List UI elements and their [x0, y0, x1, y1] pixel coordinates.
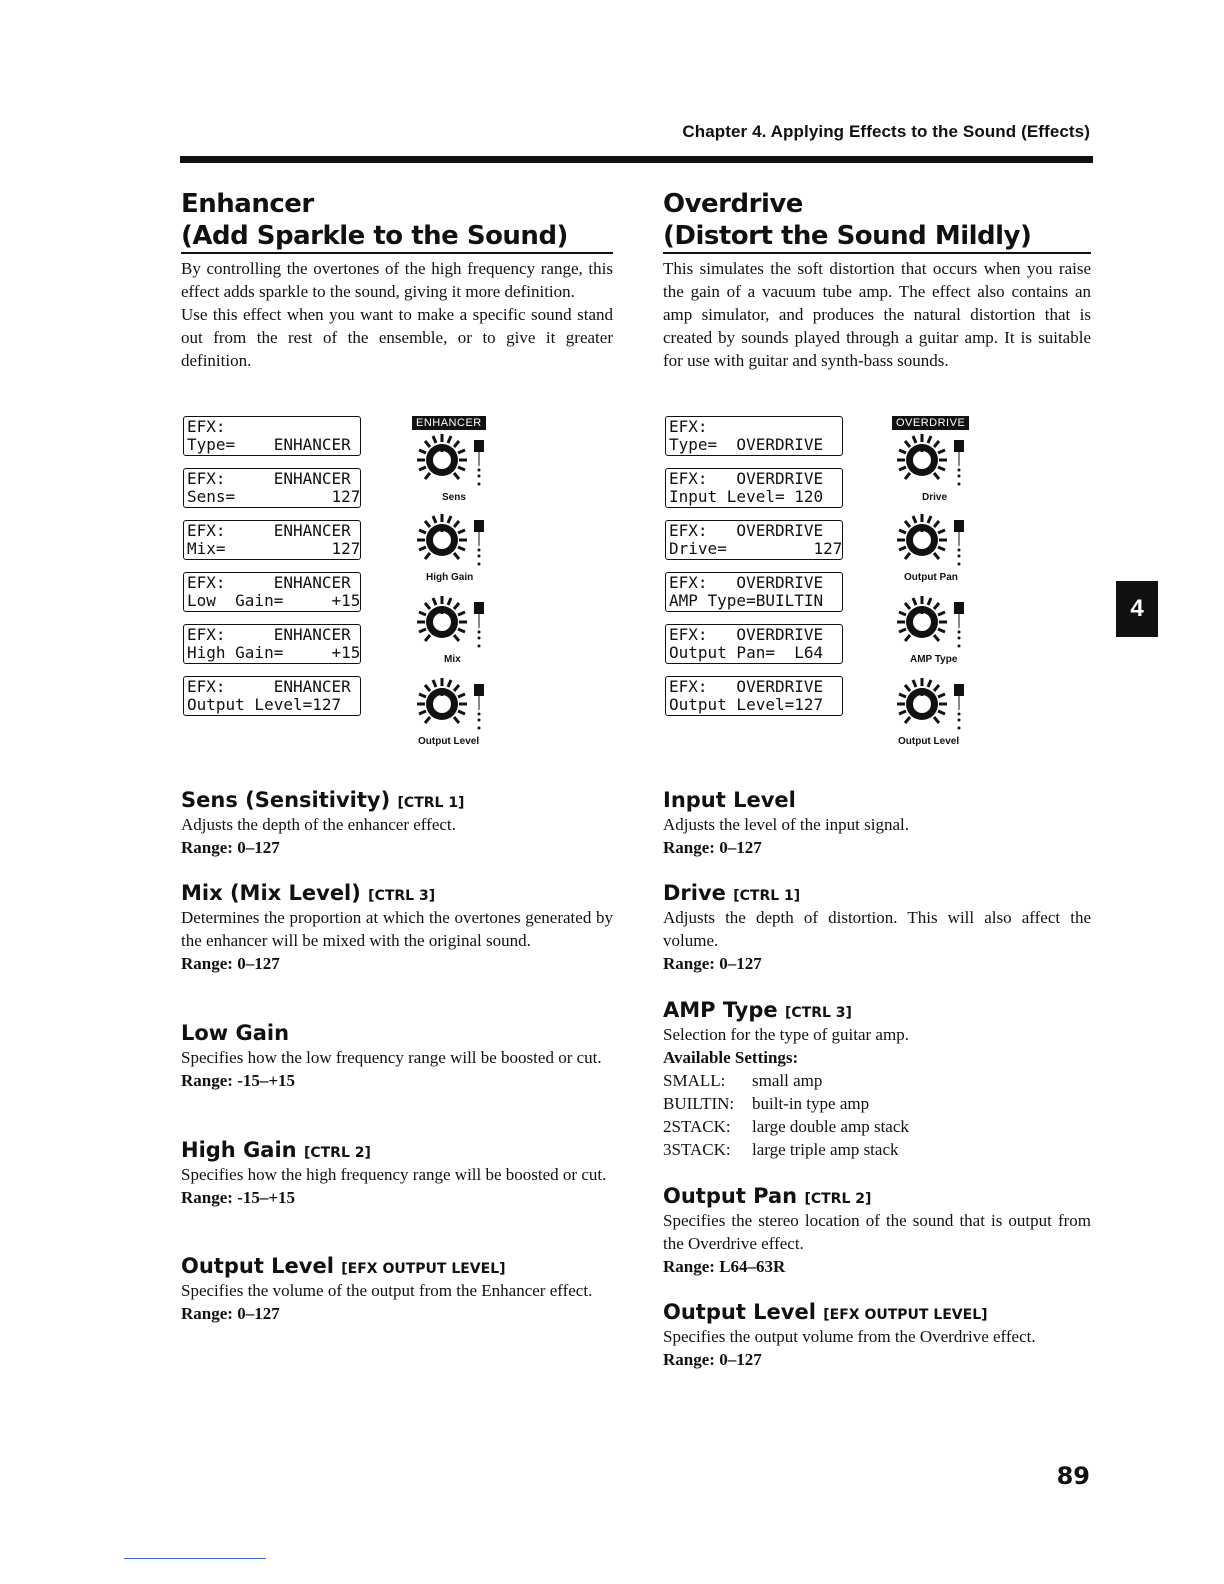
overdrive-panel-tag: OVERDRIVE — [892, 416, 969, 430]
knob-label: AMP Type — [910, 654, 958, 665]
param-range: Range: L64–63R — [663, 1257, 786, 1276]
knob-mix — [412, 594, 512, 664]
lcd-overdrive-type — [665, 416, 843, 456]
param-desc: Selection for the type of guitar amp. — [663, 1025, 909, 1044]
param-desc: Adjusts the depth of distortion. This will also affect the volume. — [663, 908, 1091, 950]
param-ctrl: [EFX OUTPUT LEVEL] — [341, 1261, 506, 1277]
overdrive-title: Overdrive — [663, 189, 803, 219]
setting-value: large triple amp stack — [752, 1140, 899, 1159]
enhancer-subtitle: (Add Sparkle to the Sound) — [181, 220, 613, 254]
knob-label: Output Level — [898, 736, 960, 747]
param-desc: Specifies how the low frequency range will be boosted or cut. — [181, 1048, 602, 1067]
param-ctrl: [EFX OUTPUT LEVEL] — [823, 1307, 988, 1323]
lcd-line-2: Type= OVERDRIVE — [669, 435, 824, 454]
knob-label: Drive — [922, 492, 948, 503]
lcd-line-2: Sens= 127 — [187, 487, 361, 506]
amp-settings-list — [663, 1069, 1091, 1161]
setting-key: 2STACK: — [663, 1117, 731, 1136]
knob-output-level — [892, 676, 992, 746]
param-low-gain — [181, 1020, 613, 1092]
param-ctrl: [CTRL 2] — [804, 1191, 872, 1207]
knob-label: Output Pan — [904, 572, 958, 583]
param-name: Input Level — [663, 788, 796, 812]
param-desc: Adjusts the depth of the enhancer effect. — [181, 815, 456, 834]
param-range: Range: 0–127 — [181, 954, 280, 973]
param-desc: Specifies the output volume from the Overdrive effect. — [663, 1327, 1036, 1346]
knob-sens — [412, 432, 512, 502]
overdrive-subtitle: (Distort the Sound Mildly) — [663, 220, 1091, 254]
lcd-line-1: EFX: ENHANCER — [187, 469, 351, 488]
param-range: Range: 0–127 — [181, 838, 280, 857]
knob-output-level — [412, 676, 512, 746]
knob-drive — [892, 432, 992, 502]
lcd-line-1: EFX: ENHANCER — [187, 677, 351, 696]
setting-key: SMALL: — [663, 1071, 726, 1090]
lcd-enhancer-output-level — [183, 676, 361, 716]
param-name: Low Gain — [181, 1021, 290, 1045]
param-amp-type — [663, 997, 1091, 1161]
knob-label: Output Level — [418, 736, 480, 747]
param-ctrl: [CTRL 1] — [397, 795, 465, 811]
param-name: Drive — [663, 881, 726, 905]
lcd-enhancer-mix — [183, 520, 361, 560]
setting-value: built-in type amp — [752, 1094, 870, 1113]
chapter-tab: 4 — [1116, 581, 1158, 637]
param-desc: Specifies the stereo location of the sound that is output from the Overdrive effect. — [663, 1211, 1091, 1253]
param-output-level-od — [663, 1299, 1091, 1371]
lcd-line-2: Output Level=127 — [187, 695, 342, 714]
lcd-line-1: EFX: OVERDRIVE — [669, 677, 824, 696]
knob-label: High Gain — [426, 572, 474, 583]
lcd-line-1: EFX: OVERDRIVE — [669, 573, 824, 592]
lcd-line-2: Drive= 127 — [669, 539, 843, 558]
lcd-overdrive-input-level — [665, 468, 843, 508]
lcd-enhancer-high-gain — [183, 624, 361, 664]
lcd-line-1: EFX: OVERDRIVE — [669, 625, 824, 644]
lcd-line-1: EFX: ENHANCER — [187, 625, 351, 644]
lcd-line-1: EFX: ENHANCER — [187, 573, 351, 592]
enhancer-title: Enhancer — [181, 189, 314, 219]
lcd-overdrive-output-pan — [665, 624, 843, 664]
lcd-enhancer-low-gain — [183, 572, 361, 612]
setting-key: BUILTIN: — [663, 1094, 735, 1113]
param-desc: Determines the proportion at which the overtones generated by the enhancer will be mixed with the original sound. — [181, 908, 613, 950]
lcd-line-2: Low Gain= +15 — [187, 591, 361, 610]
param-range: Range: -15–+15 — [181, 1071, 296, 1090]
param-mix — [181, 880, 613, 975]
param-name: Sens (Sensitivity) — [181, 788, 391, 812]
knob-output-pan — [892, 512, 992, 582]
param-ctrl: [CTRL 1] — [733, 888, 801, 904]
param-output-pan — [663, 1183, 1091, 1278]
lcd-overdrive-output-level — [665, 676, 843, 716]
settings-label: Available Settings: — [663, 1048, 799, 1067]
lcd-line-2: Output Level=127 — [669, 695, 824, 714]
lcd-line-1: EFX: ENHANCER — [187, 521, 351, 540]
overdrive-intro: This simulates the soft distortion that occurs when you raise the gain of a vacuum tube amp. The effect also contains an amp simulator, and produces the natural distortion that is created by sounds played through a guitar amp. It is suitable for use with guitar and synth-bass sounds. — [663, 259, 1091, 370]
lcd-line-2: Type= ENHANCER — [187, 435, 351, 454]
param-sens — [181, 787, 613, 859]
param-range: Range: -15–+15 — [181, 1188, 296, 1207]
param-range: Range: 0–127 — [663, 1350, 762, 1369]
setting-value: small amp — [752, 1071, 823, 1090]
param-range: Range: 0–127 — [181, 1304, 280, 1323]
lcd-line-1: EFX: — [187, 417, 226, 436]
param-name: Output Level — [181, 1254, 334, 1278]
param-output-level — [181, 1253, 613, 1325]
lcd-enhancer-sens — [183, 468, 361, 508]
enhancer-section — [181, 188, 613, 372]
header-rule — [180, 156, 1093, 163]
param-desc: Adjusts the level of the input signal. — [663, 815, 909, 834]
param-ctrl: [CTRL 2] — [303, 1145, 371, 1161]
overdrive-section — [663, 188, 1091, 372]
knob-dial-icon — [412, 594, 512, 664]
knob-label: Sens — [442, 492, 466, 503]
lcd-overdrive-drive — [665, 520, 843, 560]
knob-amp-type — [892, 594, 992, 664]
lcd-line-2: High Gain= +15 — [187, 643, 361, 662]
lcd-enhancer-type — [183, 416, 361, 456]
setting-key: 3STACK: — [663, 1140, 731, 1159]
knob-high-gain — [412, 512, 512, 582]
enhancer-intro-2: Use this effect when you want to make a specific sound stand out from the rest of the ensemble, or to give it greater definition. — [181, 305, 613, 370]
lcd-line-2: Output Pan= L64 — [669, 643, 824, 662]
param-name: AMP Type — [663, 998, 778, 1022]
lcd-line-1: EFX: OVERDRIVE — [669, 521, 824, 540]
lcd-line-2: AMP Type=BUILTIN — [669, 591, 824, 610]
lcd-line-2: Input Level= 120 — [669, 487, 824, 506]
chapter-header: Chapter 4. Applying Effects to the Sound (Effects) — [682, 122, 1090, 141]
param-range: Range: 0–127 — [663, 838, 762, 857]
lcd-line-1: EFX: OVERDRIVE — [669, 469, 824, 488]
param-ctrl: [CTRL 3] — [368, 888, 436, 904]
param-range: Range: 0–127 — [663, 954, 762, 973]
page-number: 89 — [1056, 1462, 1090, 1490]
enhancer-panel-tag: ENHANCER — [412, 416, 486, 430]
param-name: Mix (Mix Level) — [181, 881, 361, 905]
param-name: High Gain — [181, 1138, 297, 1162]
enhancer-intro: By controlling the overtones of the high frequency range, this effect adds sparkle to the sound, giving it more definition. — [181, 259, 613, 301]
param-name: Output Pan — [663, 1184, 798, 1208]
setting-value: large double amp stack — [752, 1117, 909, 1136]
param-drive — [663, 880, 1091, 975]
param-desc: Specifies how the high frequency range will be boosted or cut. — [181, 1165, 607, 1184]
param-desc: Specifies the volume of the output from the Enhancer effect. — [181, 1281, 593, 1300]
lcd-line-1: EFX: — [669, 417, 708, 436]
knob-label: Mix — [444, 654, 461, 665]
param-input-level — [663, 787, 1091, 859]
lcd-line-2: Mix= 127 — [187, 539, 361, 558]
param-high-gain — [181, 1137, 613, 1209]
lcd-overdrive-amp-type — [665, 572, 843, 612]
footer-line — [124, 1558, 266, 1559]
param-name: Output Level — [663, 1300, 816, 1324]
param-ctrl: [CTRL 3] — [784, 1005, 852, 1021]
